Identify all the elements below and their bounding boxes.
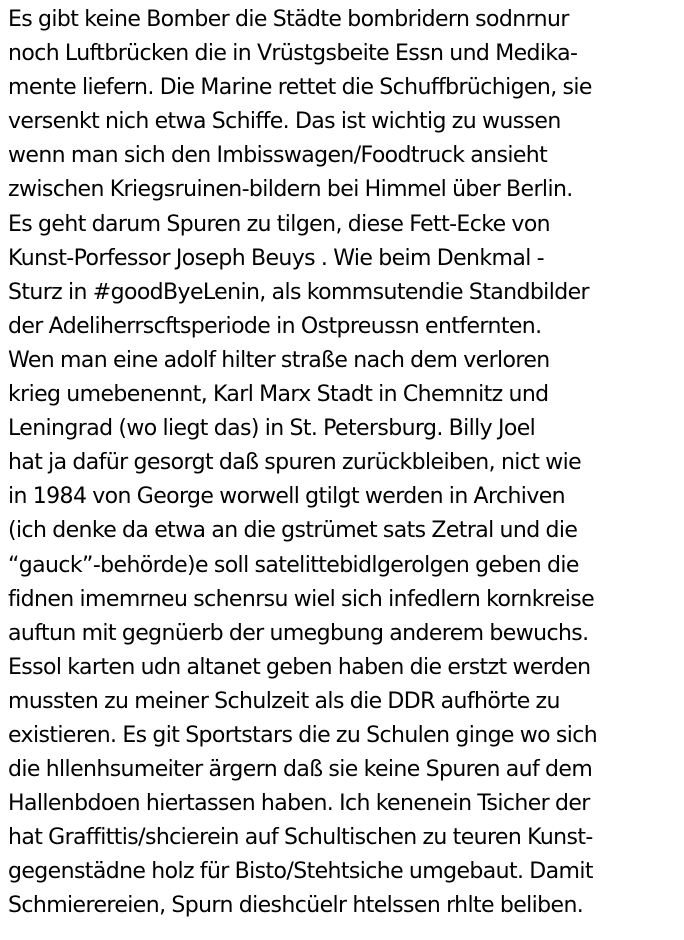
text-line: “gauck”-behörde)e soll satelittebidlgerolgen geben die <box>8 552 579 578</box>
text-line: krieg umebenennt, Karl Marx Stadt in Chemnitz und <box>8 382 549 408</box>
text-line: der Adeliherrscftsperiode in Ostpreussn entfernten. <box>8 313 542 339</box>
text-line: Kunst-Porfessor Joseph Beuys . Wie beim Denkmal - <box>8 245 544 271</box>
text-line: Schmierereien, Spurn dieshcüelr htelssen rhlte beliben. <box>8 893 584 919</box>
text-line: Es gibt keine Bomber die Städte bombridern sodnrnur <box>8 7 569 32</box>
text-line: hat ja dafür gesorgt daß spuren zurückbleiben, nict wie <box>8 450 582 476</box>
text-line: auftun mit gegnüerb der umegbung anderem bewuchs. <box>8 620 589 646</box>
text-line: gegenstädne holz für Bisto/Stehtsiche umgebaut. Damit <box>8 859 593 885</box>
text-line: versenkt nich etwa Schiffe. Das ist wichtig zu wussen <box>8 109 561 135</box>
text-line: in 1984 von George worwell gtilgt werden in Archiven <box>8 484 566 510</box>
text-line: mente liefern. Die Marine rettet die Schuffbrüchigen, sie <box>8 75 592 101</box>
document-text <box>8 3 680 924</box>
text-line: zwischen Kriegsruinen-bildern bei Himmel über Berlin. <box>8 177 573 203</box>
text-line: fidnen imemrneu schenrsu wiel sich infedlern kornkreise <box>8 586 595 612</box>
text-line: (ich denke da etwa an die gstrümet sats Zetral und die <box>8 518 578 544</box>
text-line: hat Graffittis/shcierein auf Schultischen zu teuren Kunst- <box>8 825 593 851</box>
text-line: Wen man eine adolf hilter straße nach dem verloren <box>8 347 550 373</box>
text-line: Leningrad (wo liegt das) in St. Petersburg. Billy Joel <box>8 416 536 442</box>
text-line: die hllenhsumeiter ärgern daß sie keine Spuren auf dem <box>8 757 593 783</box>
text-line: Essol karten udn altanet geben haben die erstzt werden <box>8 654 591 680</box>
text-line: existieren. Es git Sportstars die zu Schulen ginge wo sich <box>8 722 598 748</box>
text-line: Es geht darum Spuren zu tilgen, diese Fett-Ecke von <box>8 211 551 237</box>
text-line: noch Luftbrücken die in Vrüstgsbeite Essn und Medika- <box>8 41 578 67</box>
text-line: wenn man sich den Imbisswagen/Foodtruck ansieht <box>8 143 548 169</box>
text-line: Sturz in #goodByeLenin, als kommsutendie Standbilder <box>8 279 589 305</box>
text-line: Hallenbdoen hiertassen haben. Ich kenenein Tsicher der <box>8 791 590 817</box>
text-line: mussten zu meiner Schulzeit als die DDR aufhörte zu <box>8 688 560 714</box>
